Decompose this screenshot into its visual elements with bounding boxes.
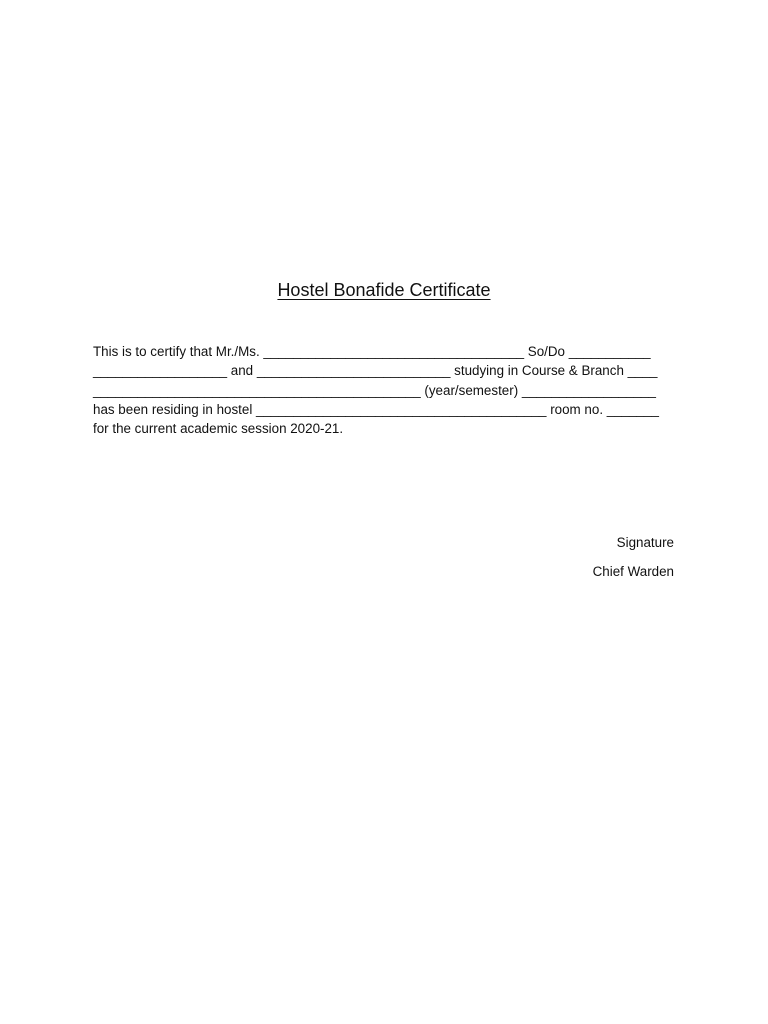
body-line: for the current academic session 2020-21.	[93, 421, 344, 437]
body-line: has been residing in hostel _______________________________________ room no. _______	[93, 401, 659, 417]
body-line: __________________ and __________________________ studying in Course & Branch ____	[93, 363, 658, 379]
certificate-body	[93, 342, 693, 438]
signatory-title: Chief Warden	[592, 564, 674, 579]
certificate-title: Hostel Bonafide Certificate	[277, 280, 491, 300]
body-line: This is to certify that Mr./Ms. ___________________________________ So/Do ___________	[93, 344, 651, 359]
signature-label: Signature	[616, 535, 674, 550]
body-line: ____________________________________________ (year/semester) __________________	[93, 382, 656, 398]
